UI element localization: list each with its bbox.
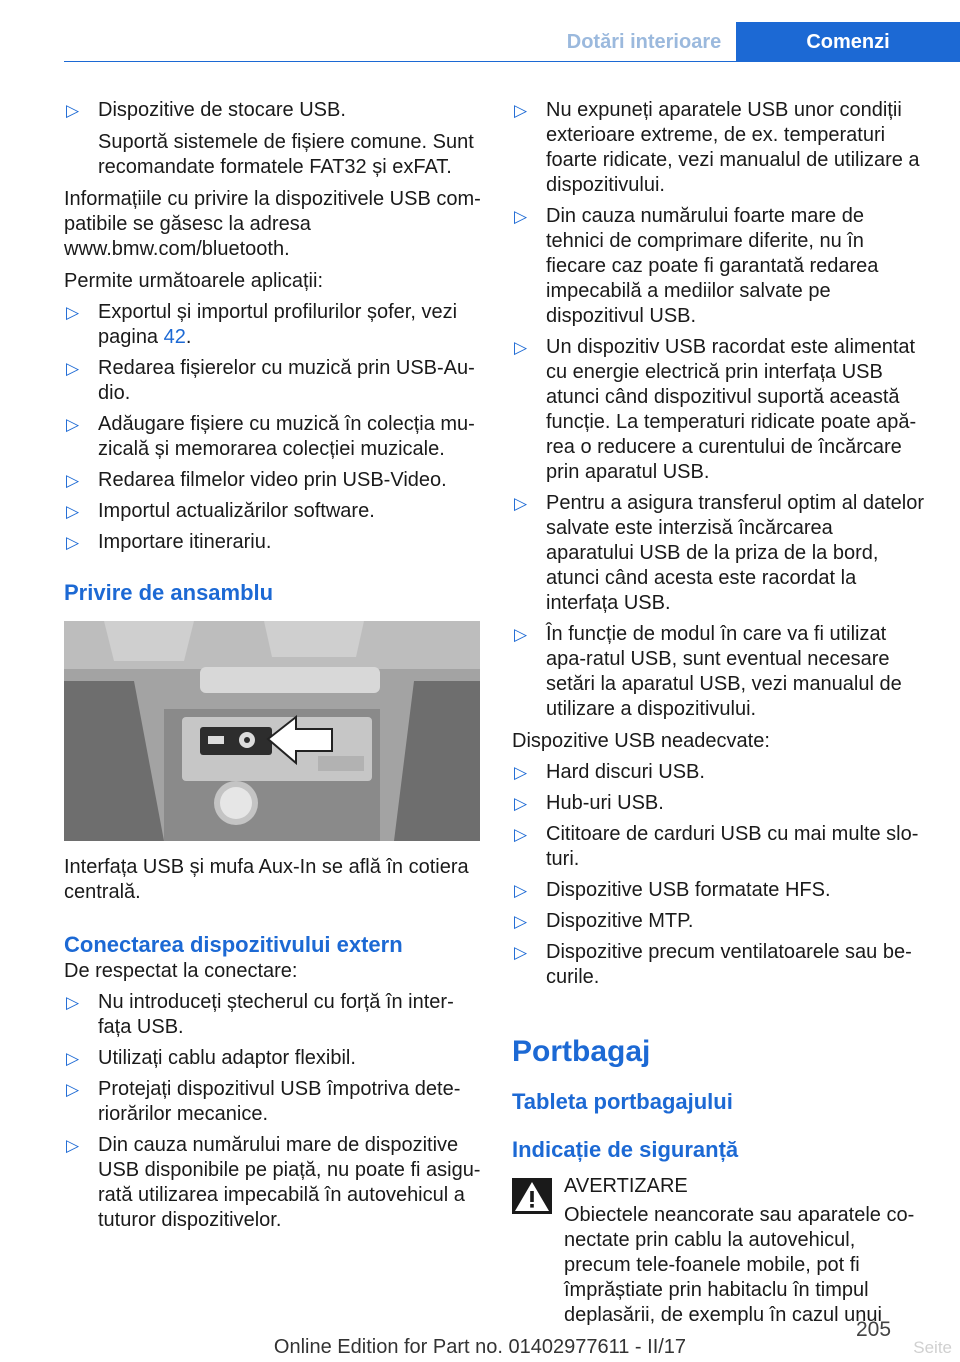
- triangle-bullet-icon: ▷: [514, 625, 528, 644]
- list-item: [512, 760, 926, 785]
- list-item-text: Dispozitive de stocare USB.: [98, 99, 346, 121]
- list-item-text: Un dispozitiv USB racordat este alimentat cu energie electrică prin interfața USB atunci când dispozitivul suportă această funcție. La temperaturi ridicate poate apă‐rea o reducere a curentului de încărcare prin aparatul USB.: [546, 336, 917, 483]
- export-text: Exportul și importul profilurilor șofer, vezi pagina: [98, 301, 458, 348]
- list-item: [64, 1046, 482, 1071]
- compat-info: Informațiile cu privire la dispozitivele USB com‐patibile se găsesc la adresa www.bmw.com/bluetooth.: [64, 188, 481, 260]
- list-item-text: Pentru a asigura transferul optim al datelor salvate este interzisă încărcarea aparatului USB de la priza de la bord, atunci când acesta este racordat la interfața USB.: [546, 492, 924, 614]
- warning-title: AVERTIZARE: [564, 1175, 688, 1197]
- list-item: [64, 990, 482, 1040]
- subsection-heading: Indicație de siguranță: [512, 1137, 739, 1162]
- triangle-bullet-icon: ▷: [66, 303, 80, 322]
- list-item-text: Cititoare de carduri USB cu mai multe slo‐turi.: [546, 823, 919, 870]
- warning-text: Obiectele neancorate sau aparatele co‐nectate prin cablu la autovehicul, precum tele‐foanele mobile, pot fi împrăștiate prin habitaclu în timpul deplasării, de exemplu în cazul unui: [564, 1204, 915, 1326]
- list-item: [64, 1133, 482, 1233]
- unsuitable-intro: Dispozitive USB neadecvate:: [512, 730, 770, 752]
- list-item: [64, 98, 482, 123]
- list-item-text: Protejați dispozitivul USB împotriva dete‐riorărilor mecanice.: [98, 1078, 461, 1125]
- overview-heading: Privire de ansamblu: [64, 580, 274, 605]
- header-rule: [64, 61, 960, 62]
- header-tabs: [552, 22, 960, 62]
- list-item-text: Importare itinerariu.: [98, 531, 272, 553]
- list-item: [512, 878, 926, 903]
- apps-list: [64, 300, 482, 555]
- list-item-text: Redarea fișierelor cu muzică prin USB-Au‐dio.: [98, 357, 475, 404]
- list-item-text: Importul actualizărilor software.: [98, 500, 375, 522]
- left-column: [64, 98, 482, 1233]
- list-item: [64, 530, 482, 555]
- list-item-text: Utilizați cablu adaptor flexibil.: [98, 1047, 356, 1069]
- section-heading: Tableta portbagajului: [512, 1089, 733, 1114]
- connect-intro: De respectat la conectare:: [64, 960, 298, 982]
- list-item-text: Dispozitive MTP.: [546, 910, 694, 932]
- photo-caption: Interfața USB și mufa Aux-In se află în cotiera centrală.: [64, 856, 469, 903]
- triangle-bullet-icon: ▷: [514, 794, 528, 813]
- triangle-bullet-icon: ▷: [66, 415, 80, 434]
- triangle-bullet-icon: ▷: [66, 993, 80, 1012]
- triangle-bullet-icon: ▷: [514, 494, 528, 513]
- connect-list: [64, 990, 482, 1233]
- list-item-text: Nu introduceți ștecherul cu forță în inter‐fața USB.: [98, 991, 454, 1038]
- triangle-bullet-icon: ▷: [66, 533, 80, 552]
- list-item: [64, 1077, 482, 1127]
- triangle-bullet-icon: ▷: [514, 881, 528, 900]
- right-column: [512, 98, 926, 1328]
- triangle-bullet-icon: ▷: [514, 101, 528, 120]
- list-item-text: Hard discuri USB.: [546, 761, 705, 783]
- list-item: [64, 412, 482, 462]
- triangle-bullet-icon: ▷: [66, 1080, 80, 1099]
- list-item-text: Dispozitive precum ventilatoarele sau be‐curile.: [546, 941, 912, 988]
- page-link[interactable]: 42: [163, 326, 186, 348]
- triangle-bullet-icon: ▷: [66, 101, 80, 120]
- unsuitable-list: [512, 760, 926, 990]
- list-item: [512, 335, 926, 485]
- list-item: [64, 468, 482, 493]
- list-item: [512, 909, 926, 934]
- list-item: [512, 822, 926, 872]
- list-item: [64, 300, 482, 350]
- triangle-bullet-icon: ▷: [514, 943, 528, 962]
- notes-list: [512, 98, 926, 722]
- list-item-text: Nu expuneți aparatele USB unor condiții exterioare extreme, de ex. temperaturi foarte ridicate, vezi manualul de utilizare a dispozitivului.: [546, 99, 920, 196]
- export-end: .: [185, 326, 192, 348]
- list-item: [64, 356, 482, 406]
- list-item-text: Hub-uri USB.: [546, 792, 664, 814]
- triangle-bullet-icon: ▷: [66, 471, 80, 490]
- triangle-bullet-icon: ▷: [514, 338, 528, 357]
- list-item-text: Din cauza numărului mare de dispozitive USB disponibile pe piață, nu poate fi asigu‐rată utilizarea impecabilă în autovehicul a tuturor dispozitivelor.: [98, 1134, 481, 1231]
- list-item: [512, 940, 926, 990]
- connect-heading: Conectarea dispozitivului extern: [64, 932, 403, 957]
- triangle-bullet-icon: ▷: [66, 502, 80, 521]
- warning-lead: [564, 1203, 926, 1328]
- chapter-heading: Portbagaj: [512, 1035, 651, 1068]
- list-item-text: Dispozitive USB formatate HFS.: [546, 879, 831, 901]
- triangle-bullet-icon: ▷: [514, 825, 528, 844]
- tab-section[interactable]: Dotări interioare: [552, 22, 736, 62]
- armrest-usb-photo: [64, 621, 480, 841]
- triangle-bullet-icon: ▷: [514, 912, 528, 931]
- list-item: [512, 622, 926, 722]
- list-item-text: Redarea filmelor video prin USB-Video.: [98, 469, 447, 491]
- storage-note: Suportă sistemele de fișiere comune. Sunt recomandate formatele FAT32 și exFAT.: [98, 131, 474, 178]
- watermark: Seite: [913, 1338, 952, 1357]
- list-item-text: În funcție de modul în care va fi utilizat apa‐ratul USB, sunt eventual necesare setări la aparatul USB, vezi manualul de utilizare a dispozitivului.: [546, 623, 902, 720]
- center-console-illustration: [64, 621, 480, 841]
- list-item: [512, 491, 926, 616]
- edition-footer: Online Edition for Part no. 01402977611 - II/17: [273, 1336, 687, 1358]
- apps-intro: Permite următoarele aplicații:: [64, 270, 323, 292]
- list-item: [64, 499, 482, 524]
- triangle-bullet-icon: ▷: [66, 1049, 80, 1068]
- list-item: [512, 791, 926, 816]
- warning-triangle-icon: [512, 1178, 552, 1214]
- triangle-bullet-icon: ▷: [514, 207, 528, 226]
- list-item-text: Adăugare fișiere cu muzică în colecția mu‐zicală și memorarea colecției muzicale.: [98, 413, 475, 460]
- page-number: 205: [856, 1318, 892, 1341]
- triangle-bullet-icon: ▷: [66, 1136, 80, 1155]
- triangle-bullet-icon: ▷: [514, 763, 528, 782]
- list-item: [512, 204, 926, 329]
- triangle-bullet-icon: ▷: [66, 359, 80, 378]
- list-item-text: Din cauza numărului foarte mare de tehnici de comprimare diferite, nu în fiecare caz poate fi garantată redarea impecabilă a mediilor salvate pe dispozitivul USB.: [546, 205, 879, 327]
- tab-chapter[interactable]: Comenzi: [736, 22, 960, 62]
- warning-block: [512, 1174, 926, 1328]
- list-item: [512, 98, 926, 198]
